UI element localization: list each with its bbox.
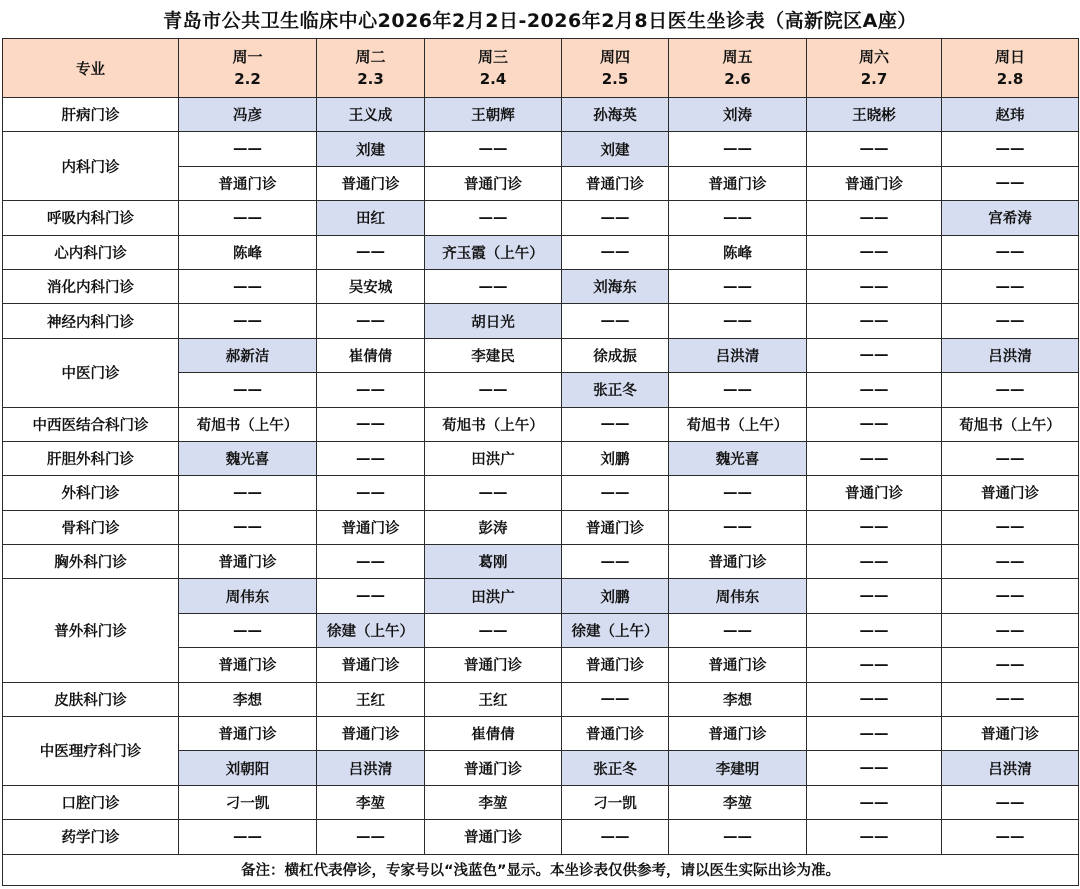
expert-schedule-cell: 田红: [317, 201, 425, 235]
schedule-cell: 普通门诊: [317, 717, 425, 751]
schedule-cell: ——: [807, 717, 942, 751]
schedule-cell: ——: [807, 407, 942, 441]
day-column-header: [562, 39, 669, 98]
schedule-cell: 普通门诊: [179, 717, 317, 751]
schedule-cell: ——: [179, 304, 317, 338]
schedule-cell: 荀旭书（上午）: [179, 407, 317, 441]
schedule-cell: ——: [942, 579, 1079, 613]
department-name: 消化内科门诊: [3, 269, 179, 303]
schedule-cell: 普通门诊: [669, 545, 807, 579]
date-label: 2.4: [479, 70, 507, 88]
schedule-cell: 普通门诊: [562, 648, 669, 682]
expert-schedule-cell: 刘朝阳: [179, 751, 317, 785]
expert-schedule-cell: 郝新洁: [179, 338, 317, 372]
schedule-cell: 普通门诊: [562, 510, 669, 544]
schedule-cell: ——: [807, 613, 942, 647]
schedule-cell: ——: [179, 820, 317, 854]
expert-schedule-cell: 孙海英: [562, 98, 669, 132]
schedule-cell: ——: [807, 132, 942, 166]
schedule-cell: ——: [425, 373, 562, 407]
schedule-cell: ——: [669, 269, 807, 303]
table-header: [3, 39, 1079, 98]
expert-schedule-cell: 魏光喜: [179, 441, 317, 475]
schedule-cell: ——: [317, 476, 425, 510]
date-label: 2.3: [357, 70, 384, 88]
table-row: [3, 682, 1079, 716]
schedule-cell: 普通门诊: [669, 166, 807, 200]
schedule-cell: 李堃: [425, 785, 562, 819]
schedule-cell: 田洪广: [425, 441, 562, 475]
schedule-cell: ——: [425, 613, 562, 647]
schedule-cell: ——: [562, 407, 669, 441]
schedule-cell: ——: [669, 510, 807, 544]
schedule-cell: ——: [669, 820, 807, 854]
schedule-cell: ——: [807, 235, 942, 269]
day-column-header: [807, 39, 942, 98]
day-column-header: [669, 39, 807, 98]
department-name: 心内科门诊: [3, 235, 179, 269]
schedule-cell: ——: [807, 338, 942, 372]
schedule-cell: ——: [317, 545, 425, 579]
schedule-cell: ——: [807, 785, 942, 819]
expert-schedule-cell: 葛刚: [425, 545, 562, 579]
schedule-cell: 普通门诊: [669, 648, 807, 682]
schedule-cell: ——: [179, 476, 317, 510]
schedule-cell: ——: [317, 441, 425, 475]
expert-schedule-cell: 吕洪清: [942, 338, 1079, 372]
schedule-cell: 普通门诊: [425, 166, 562, 200]
schedule-cell: 荀旭书（上午）: [425, 407, 562, 441]
expert-schedule-cell: 刘海东: [562, 269, 669, 303]
expert-schedule-cell: 刘涛: [669, 98, 807, 132]
expert-schedule-cell: 吕洪清: [669, 338, 807, 372]
table-row: [3, 545, 1079, 579]
schedule-cell: ——: [807, 579, 942, 613]
schedule-cell: ——: [942, 373, 1079, 407]
schedule-cell: 普通门诊: [669, 717, 807, 751]
expert-schedule-cell: 刘鹏: [562, 579, 669, 613]
schedule-cell: ——: [425, 476, 562, 510]
schedule-cell: ——: [942, 304, 1079, 338]
schedule-cell: 李想: [179, 682, 317, 716]
expert-schedule-cell: 周伟东: [669, 579, 807, 613]
schedule-cell: ——: [317, 304, 425, 338]
schedule-cell: 刘鹏: [562, 441, 669, 475]
schedule-cell: ——: [807, 682, 942, 716]
schedule-cell: ——: [179, 510, 317, 544]
table-row: [3, 235, 1079, 269]
date-label: 2.8: [996, 70, 1024, 88]
expert-schedule-cell: 冯彦: [179, 98, 317, 132]
day-column-header: [942, 39, 1079, 98]
table-row: [3, 201, 1079, 235]
department-name: 胸外科门诊: [3, 545, 179, 579]
schedule-cell: 普通门诊: [425, 820, 562, 854]
schedule-cell: 崔倩倩: [425, 717, 562, 751]
schedule-cell: 普通门诊: [807, 476, 942, 510]
schedule-cell: 普通门诊: [317, 166, 425, 200]
schedule-cell: ——: [942, 613, 1079, 647]
schedule-cell: 荀旭书（上午）: [669, 407, 807, 441]
schedule-cell: 徐成振: [562, 338, 669, 372]
schedule-cell: ——: [942, 682, 1079, 716]
footnote: 备注：横杠代表停诊，专家号以“浅蓝色”显示。本坐诊表仅供参考，请以医生实际出诊为准。: [3, 854, 1079, 885]
department-name: 皮肤科门诊: [3, 682, 179, 716]
expert-schedule-cell: 刘建: [562, 132, 669, 166]
schedule-cell: 陈峰: [179, 235, 317, 269]
schedule-cell: ——: [669, 132, 807, 166]
schedule-cell: ——: [179, 373, 317, 407]
weekday-label: 周五: [722, 48, 753, 66]
schedule-cell: ——: [317, 579, 425, 613]
schedule-cell: 崔倩倩: [317, 338, 425, 372]
schedule-cell: 普通门诊: [942, 476, 1079, 510]
table-row: [3, 98, 1079, 132]
schedule-cell: ——: [669, 613, 807, 647]
schedule-cell: ——: [807, 545, 942, 579]
expert-schedule-cell: 王晓彬: [807, 98, 942, 132]
table-row: [3, 510, 1079, 544]
schedule-cell: 荀旭书（上午）: [942, 407, 1079, 441]
schedule-cell: 普通门诊: [425, 648, 562, 682]
table-row: [3, 579, 1079, 613]
expert-schedule-cell: 吕洪清: [317, 751, 425, 785]
department-name: 药学门诊: [3, 820, 179, 854]
schedule-cell: ——: [562, 235, 669, 269]
date-label: 2.7: [860, 70, 888, 88]
schedule-cell: 普通门诊: [425, 751, 562, 785]
schedule-cell: 普通门诊: [562, 717, 669, 751]
schedule-cell: ——: [562, 304, 669, 338]
schedule-cell: 吴安城: [317, 269, 425, 303]
date-label: 2.5: [601, 70, 629, 88]
schedule-cell: ——: [942, 820, 1079, 854]
department-name: 内科门诊: [3, 132, 179, 201]
expert-schedule-cell: 魏光喜: [669, 441, 807, 475]
schedule-cell: ——: [317, 235, 425, 269]
schedule-cell: 普通门诊: [179, 545, 317, 579]
schedule-cell: ——: [562, 820, 669, 854]
schedule-cell: ——: [317, 407, 425, 441]
schedule-cell: 刁一凯: [179, 785, 317, 819]
schedule-cell: ——: [425, 201, 562, 235]
expert-schedule-cell: 王义成: [317, 98, 425, 132]
department-name: 骨科门诊: [3, 510, 179, 544]
weekday-label: 周四: [599, 48, 630, 66]
schedule-cell: ——: [425, 132, 562, 166]
department-name: 肝胆外科门诊: [3, 441, 179, 475]
table-row: [3, 269, 1079, 303]
expert-schedule-cell: 田洪广: [425, 579, 562, 613]
day-column-header: [317, 39, 425, 98]
table-row: [3, 820, 1079, 854]
schedule-cell: 李堃: [317, 785, 425, 819]
schedule-cell: ——: [669, 304, 807, 338]
expert-schedule-cell: 徐建（上午）: [317, 613, 425, 647]
expert-schedule-cell: 齐玉霞（上午）: [425, 235, 562, 269]
schedule-cell: ——: [942, 269, 1079, 303]
schedule-cell: ——: [807, 648, 942, 682]
day-column-header: [179, 39, 317, 98]
expert-schedule-cell: 赵玮: [942, 98, 1079, 132]
schedule-cell: 王红: [317, 682, 425, 716]
schedule-cell: 普通门诊: [317, 510, 425, 544]
schedule-cell: ——: [317, 373, 425, 407]
schedule-cell: 李堃: [669, 785, 807, 819]
expert-schedule-cell: 张正冬: [562, 373, 669, 407]
department-name: 中医门诊: [3, 338, 179, 407]
department-name: 中医理疗科门诊: [3, 717, 179, 786]
department-name: 口腔门诊: [3, 785, 179, 819]
expert-schedule-cell: 吕洪清: [942, 751, 1079, 785]
table-row: [3, 476, 1079, 510]
expert-schedule-cell: 胡日光: [425, 304, 562, 338]
schedule-cell: ——: [807, 201, 942, 235]
date-label: 2.6: [724, 70, 751, 88]
table-row: [3, 407, 1079, 441]
table-row: [3, 441, 1079, 475]
schedule-cell: 普通门诊: [942, 717, 1079, 751]
expert-schedule-cell: 王朝辉: [425, 98, 562, 132]
schedule-cell: ——: [179, 201, 317, 235]
schedule-cell: ——: [807, 820, 942, 854]
schedule-cell: ——: [669, 201, 807, 235]
schedule-cell: ——: [942, 545, 1079, 579]
schedule-cell: ——: [562, 201, 669, 235]
schedule-cell: ——: [942, 648, 1079, 682]
department-name: 肝病门诊: [3, 98, 179, 132]
expert-schedule-cell: 宫希涛: [942, 201, 1079, 235]
schedule-cell: 陈峰: [669, 235, 807, 269]
schedule-cell: 普通门诊: [317, 648, 425, 682]
department-name: 普外科门诊: [3, 579, 179, 682]
schedule-cell: ——: [807, 304, 942, 338]
table-row: [3, 785, 1079, 819]
schedule-cell: ——: [562, 545, 669, 579]
schedule-cell: ——: [562, 682, 669, 716]
weekday-label: 周日: [994, 48, 1025, 66]
schedule-cell: 普通门诊: [179, 648, 317, 682]
schedule-cell: 普通门诊: [562, 166, 669, 200]
schedule-cell: ——: [942, 441, 1079, 475]
schedule-cell: 普通门诊: [807, 166, 942, 200]
schedule-cell: 刁一凯: [562, 785, 669, 819]
expert-schedule-cell: 李建明: [669, 751, 807, 785]
weekday-label: 周一: [232, 48, 263, 66]
schedule-cell: 李建民: [425, 338, 562, 372]
dept-column-header: 专业: [3, 39, 179, 98]
schedule-cell: ——: [942, 785, 1079, 819]
expert-schedule-cell: 刘建: [317, 132, 425, 166]
schedule-cell: ——: [942, 132, 1079, 166]
weekday-label: 周三: [477, 48, 508, 66]
schedule-cell: ——: [317, 820, 425, 854]
page-title: 青岛市公共卫生临床中心2026年2月2日-2026年2月8日医生坐诊表（高新院区A座）: [0, 0, 1080, 38]
expert-schedule-cell: 徐建（上午）: [562, 613, 669, 647]
schedule-cell: ——: [179, 269, 317, 303]
schedule-cell: ——: [942, 510, 1079, 544]
schedule-cell: ——: [942, 166, 1079, 200]
expert-schedule-cell: 周伟东: [179, 579, 317, 613]
weekday-label: 周二: [355, 48, 386, 66]
schedule-cell: ——: [669, 373, 807, 407]
schedule-cell: ——: [669, 476, 807, 510]
schedule-cell: 李想: [669, 682, 807, 716]
department-name: 外科门诊: [3, 476, 179, 510]
table-row: [3, 132, 1079, 166]
department-name: 呼吸内科门诊: [3, 201, 179, 235]
table-row: [3, 717, 1079, 751]
schedule-cell: 普通门诊: [179, 166, 317, 200]
schedule-cell: ——: [942, 235, 1079, 269]
table-row: [3, 304, 1079, 338]
weekday-label: 周六: [858, 48, 889, 66]
schedule-cell: ——: [807, 373, 942, 407]
schedule-cell: ——: [562, 476, 669, 510]
table-body: [3, 98, 1079, 855]
schedule-cell: ——: [807, 269, 942, 303]
schedule-cell: ——: [807, 751, 942, 785]
schedule-cell: ——: [807, 441, 942, 475]
day-column-header: [425, 39, 562, 98]
department-name: 神经内科门诊: [3, 304, 179, 338]
date-label: 2.2: [234, 70, 261, 88]
schedule-cell: 彭涛: [425, 510, 562, 544]
department-name: 中西医结合科门诊: [3, 407, 179, 441]
schedule-cell: ——: [179, 132, 317, 166]
schedule-cell: ——: [179, 613, 317, 647]
table-row: [3, 338, 1079, 372]
schedule-cell: 王红: [425, 682, 562, 716]
schedule-cell: ——: [807, 510, 942, 544]
schedule-table: [2, 38, 1079, 886]
expert-schedule-cell: 张正冬: [562, 751, 669, 785]
schedule-cell: ——: [425, 269, 562, 303]
